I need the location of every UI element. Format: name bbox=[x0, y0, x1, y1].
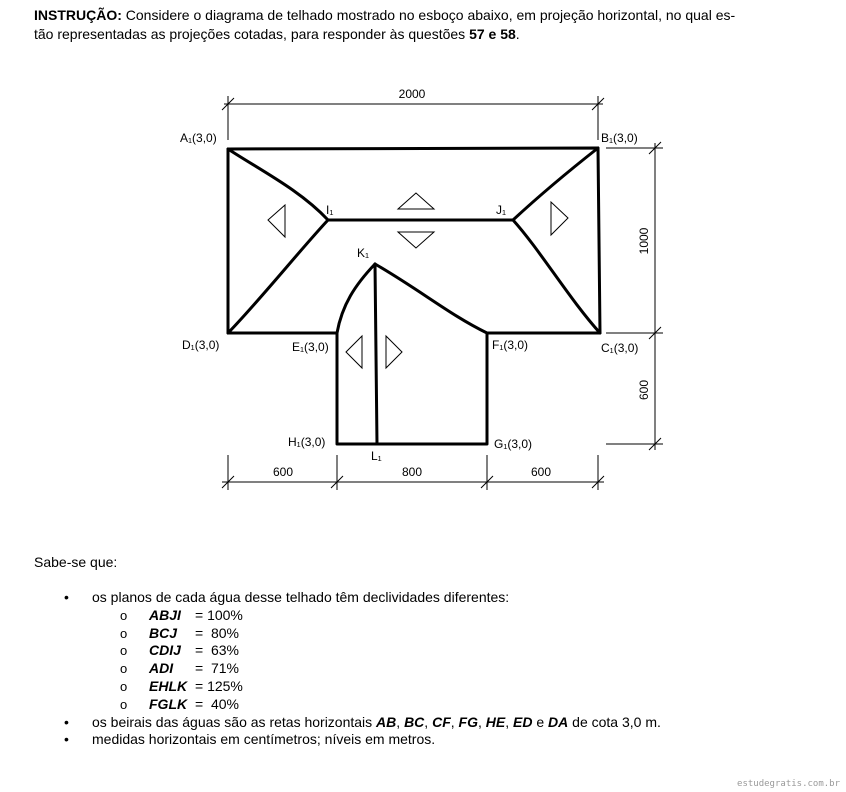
footer-watermark: estudegratis.com.br bbox=[737, 779, 840, 789]
instruction-label: INSTRUÇÃO: bbox=[34, 7, 122, 23]
list-item: • os beirais das águas são as retas horizontais AB, BC, CF, FG, HE, ED e DA de cota 3,0 m. bbox=[64, 713, 661, 730]
point-g-label: G₁(3,0) bbox=[494, 437, 533, 451]
circle-bullet-icon: o bbox=[120, 661, 128, 677]
point-f-label: F₁(3,0) bbox=[492, 338, 529, 352]
instruction-text: INSTRUÇÃO: Considere o diagrama de telhado mostrado no esboço abaixo, em projeção horizontal, no qual es- tão representadas as projeções cotadas, para responder às questões 57 e 58. bbox=[34, 7, 736, 42]
slope-item: o BCJ = 80% bbox=[120, 624, 239, 641]
circle-bullet-icon: o bbox=[120, 625, 128, 641]
point-j-label: J₁ bbox=[496, 203, 507, 217]
point-k-label: K₁ bbox=[357, 246, 370, 260]
point-d-label: D₁(3,0) bbox=[182, 338, 220, 352]
slope-item: o FGLK = 40% bbox=[120, 695, 239, 712]
point-c-label: C₁(3,0) bbox=[601, 341, 639, 355]
dim-right-1000: 1000 bbox=[637, 227, 651, 255]
dim-bottom-left-600: 600 bbox=[272, 465, 294, 479]
slope-item: o ADI = 71% bbox=[120, 660, 239, 677]
dim-bottom-right-600: 600 bbox=[530, 465, 552, 479]
point-h-label: H₁(3,0) bbox=[288, 435, 326, 449]
dim-top-2000: 2000 bbox=[398, 87, 426, 101]
slope-item: o ABJI = 100% bbox=[120, 606, 243, 623]
list-item: • medidas horizontais em centímetros; níveis em metros. bbox=[64, 731, 436, 748]
circle-bullet-icon: o bbox=[120, 678, 128, 694]
known-list bbox=[34, 589, 661, 749]
arrow-left-icon bbox=[268, 205, 285, 237]
dim-bottom-mid-800: 800 bbox=[401, 465, 423, 479]
point-i-label: I₁ bbox=[326, 203, 334, 217]
bullet-icon: • bbox=[64, 589, 69, 605]
bullet-icon: • bbox=[64, 713, 69, 730]
circle-bullet-icon: o bbox=[120, 696, 128, 712]
slope-item: o CDIJ = 63% bbox=[120, 642, 239, 659]
list-item: • os planos de cada água desse telhado têm declividades diferentes: bbox=[64, 589, 510, 605]
arrow-left-icon bbox=[346, 336, 362, 368]
point-l-label: L₁ bbox=[371, 449, 382, 463]
roof-lines bbox=[228, 148, 600, 444]
circle-bullet-icon: o bbox=[120, 643, 128, 659]
arrow-up-icon bbox=[398, 193, 434, 209]
circle-bullet-icon: o bbox=[120, 607, 128, 623]
bullet-icon: • bbox=[64, 731, 69, 748]
arrow-right-icon bbox=[551, 202, 568, 235]
dim-right-600: 600 bbox=[637, 379, 651, 401]
point-b-label: B₁(3,0) bbox=[601, 131, 638, 145]
point-e-label: E₁(3,0) bbox=[292, 340, 329, 354]
arrow-right-icon bbox=[386, 336, 402, 368]
arrow-down-icon bbox=[398, 232, 434, 248]
known-intro: Sabe-se que: bbox=[34, 554, 118, 570]
point-a-label: A₁(3,0) bbox=[180, 131, 217, 145]
slope-item: o EHLK = 125% bbox=[120, 677, 243, 694]
